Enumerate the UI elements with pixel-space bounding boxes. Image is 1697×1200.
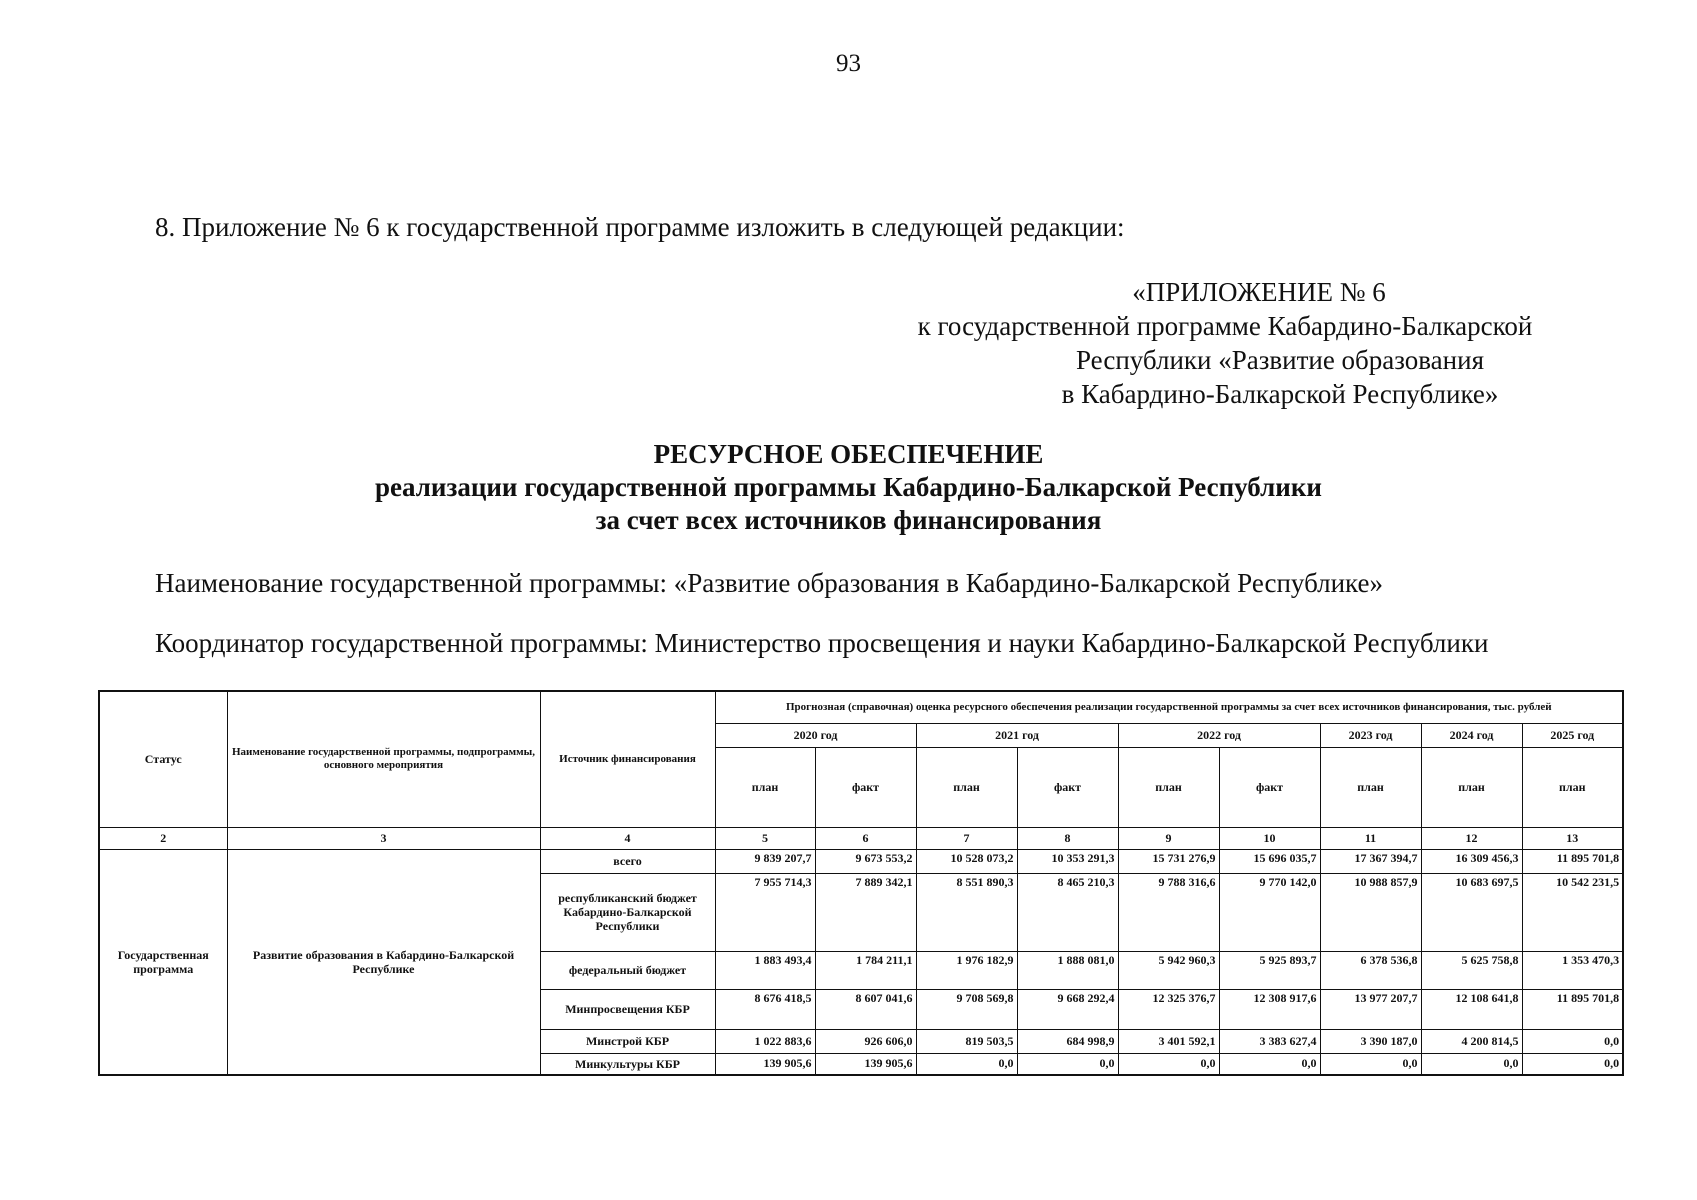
column-number: 2 xyxy=(99,827,227,849)
column-number-row xyxy=(99,827,1623,849)
value-cell: 15 731 276,9 xyxy=(1118,849,1219,873)
column-number: 12 xyxy=(1421,827,1522,849)
source-cell: Минстрой КБР xyxy=(540,1029,715,1053)
value-cell: 3 401 592,1 xyxy=(1118,1029,1219,1053)
value-cell: 5 925 893,7 xyxy=(1219,951,1320,989)
appendix-line-4: в Кабардино-Балкарской Республике» xyxy=(1061,379,1499,409)
value-cell: 4 200 814,5 xyxy=(1421,1029,1522,1053)
value-cell: 9 770 142,0 xyxy=(1219,873,1320,951)
value-cell: 3 390 187,0 xyxy=(1320,1029,1421,1053)
column-number: 11 xyxy=(1320,827,1421,849)
value-cell: 5 625 758,8 xyxy=(1421,951,1522,989)
value-cell: 11 895 701,8 xyxy=(1522,989,1623,1029)
program-cell: Развитие образования в Кабардино-Балкарской Республике xyxy=(227,849,540,1075)
value-cell: 0,0 xyxy=(1320,1053,1421,1075)
column-number: 4 xyxy=(540,827,715,849)
header-sub: план xyxy=(1118,747,1219,827)
value-cell: 1 888 081,0 xyxy=(1017,951,1118,989)
value-cell: 12 325 376,7 xyxy=(1118,989,1219,1029)
value-cell: 684 998,9 xyxy=(1017,1029,1118,1053)
value-cell: 139 905,6 xyxy=(715,1053,815,1075)
value-cell: 12 108 641,8 xyxy=(1421,989,1522,1029)
header-name: Наименование государственной программы, подпрограммы, основного мероприятия xyxy=(227,691,540,827)
value-cell: 0,0 xyxy=(1219,1053,1320,1075)
header-sub: факт xyxy=(1017,747,1118,827)
page-number: 93 xyxy=(836,50,861,77)
value-cell: 9 788 316,6 xyxy=(1118,873,1219,951)
value-cell: 9 673 553,2 xyxy=(815,849,916,873)
header-sub: факт xyxy=(815,747,916,827)
value-cell: 1 353 470,3 xyxy=(1522,951,1623,989)
column-number: 13 xyxy=(1522,827,1623,849)
value-cell: 0,0 xyxy=(1118,1053,1219,1075)
appendix-block xyxy=(850,275,1600,411)
header-status: Статус xyxy=(99,691,227,827)
source-cell: Минкультуры КБР xyxy=(540,1053,715,1075)
value-cell: 1 022 883,6 xyxy=(715,1029,815,1053)
value-cell: 15 696 035,7 xyxy=(1219,849,1320,873)
source-cell: республиканский бюджет Кабардино-Балкарской Республики xyxy=(540,873,715,951)
value-cell: 7 889 342,1 xyxy=(815,873,916,951)
appendix-line-1: «ПРИЛОЖЕНИЕ № 6 xyxy=(1132,277,1386,307)
value-cell: 1 976 182,9 xyxy=(916,951,1017,989)
value-cell: 17 367 394,7 xyxy=(1320,849,1421,873)
source-cell: всего xyxy=(540,849,715,873)
column-number: 10 xyxy=(1219,827,1320,849)
header-sub: факт xyxy=(1219,747,1320,827)
value-cell: 1 883 493,4 xyxy=(715,951,815,989)
program-coordinator: Координатор государственной программы: Министерство просвещения и науки Кабардино-Балкарской Республики xyxy=(155,628,1489,658)
header-sub: план xyxy=(1421,747,1522,827)
resources-table xyxy=(98,690,1624,1076)
header-sub: план xyxy=(1522,747,1623,827)
value-cell: 10 353 291,3 xyxy=(1017,849,1118,873)
item-text: 8. Приложение № 6 к государственной программе изложить в следующей редакции: xyxy=(155,212,1125,242)
column-number: 7 xyxy=(916,827,1017,849)
column-number: 5 xyxy=(715,827,815,849)
value-cell: 10 528 073,2 xyxy=(916,849,1017,873)
header-source: Источник финансирования xyxy=(540,691,715,827)
value-cell: 926 606,0 xyxy=(815,1029,916,1053)
value-cell: 0,0 xyxy=(1017,1053,1118,1075)
value-cell: 0,0 xyxy=(1522,1029,1623,1053)
table-row xyxy=(99,849,1623,873)
header-year: 2022 год xyxy=(1118,723,1320,747)
header-estimate: Прогнозная (справочная) оценка ресурсного обеспечения реализации государственной программы за счет всех источников финансирования, тыс. рублей xyxy=(715,691,1623,723)
header-year: 2021 год xyxy=(916,723,1118,747)
value-cell: 0,0 xyxy=(1421,1053,1522,1075)
value-cell: 139 905,6 xyxy=(815,1053,916,1075)
header-sub: план xyxy=(1320,747,1421,827)
value-cell: 10 683 697,5 xyxy=(1421,873,1522,951)
source-cell: Минпросвещения КБР xyxy=(540,989,715,1029)
value-cell: 8 465 210,3 xyxy=(1017,873,1118,951)
appendix-line-3: Республики «Развитие образования xyxy=(1076,345,1484,375)
column-number: 6 xyxy=(815,827,916,849)
value-cell: 0,0 xyxy=(916,1053,1017,1075)
value-cell: 9 668 292,4 xyxy=(1017,989,1118,1029)
appendix-line-2: к государственной программе Кабардино-Балкарской xyxy=(917,311,1533,341)
status-cell: Государственная программа xyxy=(99,849,227,1075)
value-cell: 10 542 231,5 xyxy=(1522,873,1623,951)
value-cell: 3 383 627,4 xyxy=(1219,1029,1320,1053)
value-cell: 12 308 917,6 xyxy=(1219,989,1320,1029)
header-year: 2025 год xyxy=(1522,723,1623,747)
value-cell: 5 942 960,3 xyxy=(1118,951,1219,989)
value-cell: 1 784 211,1 xyxy=(815,951,916,989)
header-sub: план xyxy=(916,747,1017,827)
heading-line-1: РЕСУРСНОЕ ОБЕСПЕЧЕНИЕ xyxy=(653,439,1044,469)
column-number: 3 xyxy=(227,827,540,849)
heading-line-3: за счет всех источников финансирования xyxy=(595,505,1102,535)
value-cell: 16 309 456,3 xyxy=(1421,849,1522,873)
heading-line-2: реализации государственной программы Кабардино-Балкарской Республики xyxy=(375,472,1322,502)
value-cell: 8 551 890,3 xyxy=(916,873,1017,951)
value-cell: 10 988 857,9 xyxy=(1320,873,1421,951)
value-cell: 9 839 207,7 xyxy=(715,849,815,873)
value-cell: 0,0 xyxy=(1522,1053,1623,1075)
header-year: 2023 год xyxy=(1320,723,1421,747)
document-heading xyxy=(0,438,1697,537)
header-year: 2020 год xyxy=(715,723,916,747)
value-cell: 13 977 207,7 xyxy=(1320,989,1421,1029)
value-cell: 9 708 569,8 xyxy=(916,989,1017,1029)
header-year: 2024 год xyxy=(1421,723,1522,747)
value-cell: 6 378 536,8 xyxy=(1320,951,1421,989)
column-number: 8 xyxy=(1017,827,1118,849)
value-cell: 8 607 041,6 xyxy=(815,989,916,1029)
value-cell: 8 676 418,5 xyxy=(715,989,815,1029)
program-name: Наименование государственной программы: «Развитие образования в Кабардино-Балкарской Республике» xyxy=(155,568,1383,598)
value-cell: 11 895 701,8 xyxy=(1522,849,1623,873)
column-number: 9 xyxy=(1118,827,1219,849)
header-sub: план xyxy=(715,747,815,827)
source-cell: федеральный бюджет xyxy=(540,951,715,989)
value-cell: 819 503,5 xyxy=(916,1029,1017,1053)
value-cell: 7 955 714,3 xyxy=(715,873,815,951)
